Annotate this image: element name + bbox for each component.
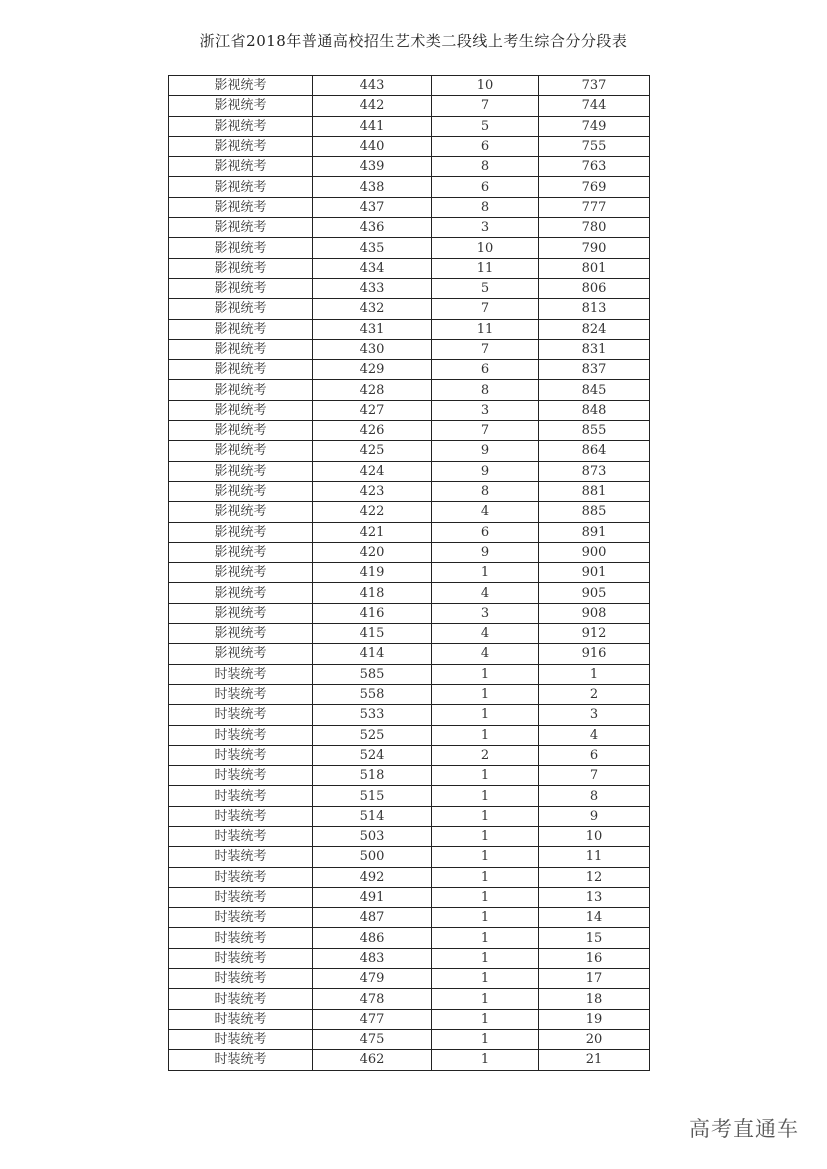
table-row xyxy=(169,258,650,278)
count-cell: 1 xyxy=(432,806,539,826)
score-cell: 431 xyxy=(313,319,432,339)
score-cell: 438 xyxy=(313,177,432,197)
category-cell: 时装统考 xyxy=(169,1050,313,1070)
category-cell: 影视统考 xyxy=(169,603,313,623)
category-cell: 影视统考 xyxy=(169,380,313,400)
category-cell: 影视统考 xyxy=(169,542,313,562)
category-cell: 时装统考 xyxy=(169,1029,313,1049)
count-cell: 5 xyxy=(432,278,539,298)
score-cell: 424 xyxy=(313,461,432,481)
table-row xyxy=(169,339,650,359)
count-cell: 1 xyxy=(432,766,539,786)
count-cell: 8 xyxy=(432,481,539,501)
score-cell: 428 xyxy=(313,380,432,400)
score-cell: 418 xyxy=(313,583,432,603)
table-row xyxy=(169,887,650,907)
score-cell: 416 xyxy=(313,603,432,623)
count-cell: 3 xyxy=(432,218,539,238)
cumulative-count-cell: 873 xyxy=(539,461,650,481)
cumulative-count-cell: 905 xyxy=(539,583,650,603)
table-row xyxy=(169,542,650,562)
count-cell: 10 xyxy=(432,76,539,96)
score-cell: 415 xyxy=(313,624,432,644)
count-cell: 11 xyxy=(432,258,539,278)
category-cell: 影视统考 xyxy=(169,258,313,278)
table-row xyxy=(169,461,650,481)
cumulative-count-cell: 763 xyxy=(539,157,650,177)
score-distribution-table xyxy=(168,75,650,1071)
table-body xyxy=(169,76,650,1071)
cumulative-count-cell: 1 xyxy=(539,664,650,684)
table-row xyxy=(169,969,650,989)
count-cell: 6 xyxy=(432,177,539,197)
score-cell: 518 xyxy=(313,766,432,786)
cumulative-count-cell: 790 xyxy=(539,238,650,258)
score-cell: 524 xyxy=(313,745,432,765)
cumulative-count-cell: 916 xyxy=(539,644,650,664)
count-cell: 1 xyxy=(432,705,539,725)
category-cell: 影视统考 xyxy=(169,624,313,644)
cumulative-count-cell: 801 xyxy=(539,258,650,278)
score-cell: 440 xyxy=(313,136,432,156)
table-row xyxy=(169,218,650,238)
cumulative-count-cell: 777 xyxy=(539,197,650,217)
category-cell: 影视统考 xyxy=(169,441,313,461)
category-cell: 时装统考 xyxy=(169,969,313,989)
cumulative-count-cell: 16 xyxy=(539,948,650,968)
cumulative-count-cell: 8 xyxy=(539,786,650,806)
score-cell: 514 xyxy=(313,806,432,826)
count-cell: 1 xyxy=(432,1029,539,1049)
count-cell: 1 xyxy=(432,725,539,745)
score-cell: 515 xyxy=(313,786,432,806)
table-row xyxy=(169,583,650,603)
category-cell: 时装统考 xyxy=(169,1009,313,1029)
category-cell: 影视统考 xyxy=(169,238,313,258)
table-row xyxy=(169,806,650,826)
table-row xyxy=(169,96,650,116)
table-row xyxy=(169,136,650,156)
table-row xyxy=(169,684,650,704)
cumulative-count-cell: 13 xyxy=(539,887,650,907)
table-row xyxy=(169,319,650,339)
category-cell: 影视统考 xyxy=(169,360,313,380)
cumulative-count-cell: 4 xyxy=(539,725,650,745)
count-cell: 1 xyxy=(432,867,539,887)
cumulative-count-cell: 737 xyxy=(539,76,650,96)
score-cell: 427 xyxy=(313,400,432,420)
count-cell: 7 xyxy=(432,421,539,441)
cumulative-count-cell: 21 xyxy=(539,1050,650,1070)
category-cell: 影视统考 xyxy=(169,522,313,542)
table-row xyxy=(169,867,650,887)
count-cell: 1 xyxy=(432,684,539,704)
count-cell: 9 xyxy=(432,441,539,461)
cumulative-count-cell: 848 xyxy=(539,400,650,420)
category-cell: 影视统考 xyxy=(169,218,313,238)
table-row xyxy=(169,238,650,258)
category-cell: 影视统考 xyxy=(169,339,313,359)
score-cell: 585 xyxy=(313,664,432,684)
count-cell: 1 xyxy=(432,786,539,806)
score-cell: 491 xyxy=(313,887,432,907)
table-row xyxy=(169,847,650,867)
table-row xyxy=(169,1029,650,1049)
cumulative-count-cell: 891 xyxy=(539,522,650,542)
cumulative-count-cell: 10 xyxy=(539,826,650,846)
count-cell: 1 xyxy=(432,826,539,846)
category-cell: 时装统考 xyxy=(169,684,313,704)
score-cell: 423 xyxy=(313,481,432,501)
category-cell: 影视统考 xyxy=(169,400,313,420)
score-cell: 479 xyxy=(313,969,432,989)
category-cell: 影视统考 xyxy=(169,461,313,481)
score-cell: 503 xyxy=(313,826,432,846)
score-cell: 443 xyxy=(313,76,432,96)
count-cell: 4 xyxy=(432,583,539,603)
table-row xyxy=(169,603,650,623)
score-cell: 422 xyxy=(313,502,432,522)
table-row xyxy=(169,1009,650,1029)
category-cell: 时装统考 xyxy=(169,826,313,846)
score-cell: 500 xyxy=(313,847,432,867)
category-cell: 影视统考 xyxy=(169,177,313,197)
table-row xyxy=(169,948,650,968)
count-cell: 1 xyxy=(432,847,539,867)
count-cell: 6 xyxy=(432,522,539,542)
cumulative-count-cell: 755 xyxy=(539,136,650,156)
cumulative-count-cell: 11 xyxy=(539,847,650,867)
category-cell: 影视统考 xyxy=(169,583,313,603)
category-cell: 时装统考 xyxy=(169,705,313,725)
score-cell: 430 xyxy=(313,339,432,359)
cumulative-count-cell: 780 xyxy=(539,218,650,238)
category-cell: 影视统考 xyxy=(169,157,313,177)
table-row xyxy=(169,786,650,806)
category-cell: 影视统考 xyxy=(169,299,313,319)
category-cell: 时装统考 xyxy=(169,806,313,826)
table-row xyxy=(169,177,650,197)
cumulative-count-cell: 12 xyxy=(539,867,650,887)
count-cell: 7 xyxy=(432,339,539,359)
cumulative-count-cell: 845 xyxy=(539,380,650,400)
cumulative-count-cell: 824 xyxy=(539,319,650,339)
watermark-logo-text: 高考直通车 xyxy=(689,1117,799,1141)
cumulative-count-cell: 19 xyxy=(539,1009,650,1029)
category-cell: 影视统考 xyxy=(169,563,313,583)
score-cell: 436 xyxy=(313,218,432,238)
cumulative-count-cell: 912 xyxy=(539,624,650,644)
cumulative-count-cell: 769 xyxy=(539,177,650,197)
table-row xyxy=(169,400,650,420)
cumulative-count-cell: 831 xyxy=(539,339,650,359)
count-cell: 11 xyxy=(432,319,539,339)
score-cell: 487 xyxy=(313,908,432,928)
count-cell: 7 xyxy=(432,299,539,319)
cumulative-count-cell: 14 xyxy=(539,908,650,928)
count-cell: 4 xyxy=(432,502,539,522)
category-cell: 影视统考 xyxy=(169,319,313,339)
score-cell: 441 xyxy=(313,116,432,136)
score-cell: 419 xyxy=(313,563,432,583)
score-cell: 439 xyxy=(313,157,432,177)
category-cell: 影视统考 xyxy=(169,644,313,664)
count-cell: 1 xyxy=(432,969,539,989)
category-cell: 影视统考 xyxy=(169,76,313,96)
table-row xyxy=(169,826,650,846)
score-cell: 421 xyxy=(313,522,432,542)
cumulative-count-cell: 18 xyxy=(539,989,650,1009)
score-cell: 462 xyxy=(313,1050,432,1070)
count-cell: 1 xyxy=(432,908,539,928)
category-cell: 时装统考 xyxy=(169,847,313,867)
table-row xyxy=(169,481,650,501)
category-cell: 影视统考 xyxy=(169,96,313,116)
category-cell: 影视统考 xyxy=(169,481,313,501)
score-cell: 533 xyxy=(313,705,432,725)
count-cell: 8 xyxy=(432,157,539,177)
category-cell: 影视统考 xyxy=(169,197,313,217)
cumulative-count-cell: 881 xyxy=(539,481,650,501)
table-row xyxy=(169,522,650,542)
category-cell: 影视统考 xyxy=(169,136,313,156)
table-row xyxy=(169,278,650,298)
cumulative-count-cell: 749 xyxy=(539,116,650,136)
score-cell: 475 xyxy=(313,1029,432,1049)
table-row xyxy=(169,725,650,745)
count-cell: 9 xyxy=(432,461,539,481)
count-cell: 7 xyxy=(432,96,539,116)
cumulative-count-cell: 3 xyxy=(539,705,650,725)
count-cell: 1 xyxy=(432,989,539,1009)
category-cell: 时装统考 xyxy=(169,908,313,928)
table-row xyxy=(169,299,650,319)
count-cell: 4 xyxy=(432,624,539,644)
count-cell: 1 xyxy=(432,1050,539,1070)
score-cell: 442 xyxy=(313,96,432,116)
score-cell: 420 xyxy=(313,542,432,562)
score-cell: 429 xyxy=(313,360,432,380)
category-cell: 时装统考 xyxy=(169,766,313,786)
score-cell: 414 xyxy=(313,644,432,664)
table-row xyxy=(169,116,650,136)
count-cell: 8 xyxy=(432,197,539,217)
cumulative-count-cell: 864 xyxy=(539,441,650,461)
table-row xyxy=(169,76,650,96)
cumulative-count-cell: 7 xyxy=(539,766,650,786)
document-title: 浙江省2018年普通高校招生艺术类二段线上考生综合分分段表 xyxy=(199,32,628,50)
category-cell: 影视统考 xyxy=(169,116,313,136)
count-cell: 1 xyxy=(432,1009,539,1029)
score-cell: 492 xyxy=(313,867,432,887)
cumulative-count-cell: 744 xyxy=(539,96,650,116)
category-cell: 时装统考 xyxy=(169,948,313,968)
count-cell: 3 xyxy=(432,400,539,420)
category-cell: 时装统考 xyxy=(169,725,313,745)
count-cell: 1 xyxy=(432,563,539,583)
cumulative-count-cell: 901 xyxy=(539,563,650,583)
category-cell: 时装统考 xyxy=(169,786,313,806)
score-cell: 432 xyxy=(313,299,432,319)
table-row xyxy=(169,928,650,948)
count-cell: 2 xyxy=(432,745,539,765)
score-cell: 477 xyxy=(313,1009,432,1029)
cumulative-count-cell: 6 xyxy=(539,745,650,765)
category-cell: 时装统考 xyxy=(169,867,313,887)
count-cell: 9 xyxy=(432,542,539,562)
score-cell: 478 xyxy=(313,989,432,1009)
category-cell: 时装统考 xyxy=(169,989,313,1009)
cumulative-count-cell: 15 xyxy=(539,928,650,948)
table-row xyxy=(169,380,650,400)
category-cell: 影视统考 xyxy=(169,421,313,441)
count-cell: 1 xyxy=(432,887,539,907)
score-cell: 483 xyxy=(313,948,432,968)
score-cell: 486 xyxy=(313,928,432,948)
table-row xyxy=(169,421,650,441)
score-cell: 425 xyxy=(313,441,432,461)
score-cell: 525 xyxy=(313,725,432,745)
cumulative-count-cell: 806 xyxy=(539,278,650,298)
count-cell: 3 xyxy=(432,603,539,623)
table-row xyxy=(169,989,650,1009)
count-cell: 6 xyxy=(432,136,539,156)
count-cell: 5 xyxy=(432,116,539,136)
category-cell: 时装统考 xyxy=(169,928,313,948)
count-cell: 8 xyxy=(432,380,539,400)
count-cell: 1 xyxy=(432,664,539,684)
cumulative-count-cell: 20 xyxy=(539,1029,650,1049)
count-cell: 10 xyxy=(432,238,539,258)
cumulative-count-cell: 885 xyxy=(539,502,650,522)
table-row xyxy=(169,705,650,725)
category-cell: 时装统考 xyxy=(169,664,313,684)
table-row xyxy=(169,644,650,664)
cumulative-count-cell: 900 xyxy=(539,542,650,562)
count-cell: 4 xyxy=(432,644,539,664)
count-cell: 1 xyxy=(432,948,539,968)
count-cell: 6 xyxy=(432,360,539,380)
count-cell: 1 xyxy=(432,928,539,948)
score-cell: 426 xyxy=(313,421,432,441)
table-row xyxy=(169,908,650,928)
table-row xyxy=(169,157,650,177)
table-row xyxy=(169,664,650,684)
score-cell: 435 xyxy=(313,238,432,258)
cumulative-count-cell: 837 xyxy=(539,360,650,380)
table-row xyxy=(169,624,650,644)
cumulative-count-cell: 2 xyxy=(539,684,650,704)
score-cell: 433 xyxy=(313,278,432,298)
category-cell: 时装统考 xyxy=(169,745,313,765)
table-row xyxy=(169,563,650,583)
score-cell: 434 xyxy=(313,258,432,278)
category-cell: 影视统考 xyxy=(169,278,313,298)
table-row xyxy=(169,197,650,217)
table-row xyxy=(169,766,650,786)
score-cell: 558 xyxy=(313,684,432,704)
table-row xyxy=(169,1050,650,1070)
category-cell: 影视统考 xyxy=(169,502,313,522)
cumulative-count-cell: 17 xyxy=(539,969,650,989)
table-row xyxy=(169,360,650,380)
table-row xyxy=(169,441,650,461)
cumulative-count-cell: 9 xyxy=(539,806,650,826)
cumulative-count-cell: 908 xyxy=(539,603,650,623)
table-row xyxy=(169,502,650,522)
table-row xyxy=(169,745,650,765)
cumulative-count-cell: 813 xyxy=(539,299,650,319)
score-cell: 437 xyxy=(313,197,432,217)
category-cell: 时装统考 xyxy=(169,887,313,907)
cumulative-count-cell: 855 xyxy=(539,421,650,441)
